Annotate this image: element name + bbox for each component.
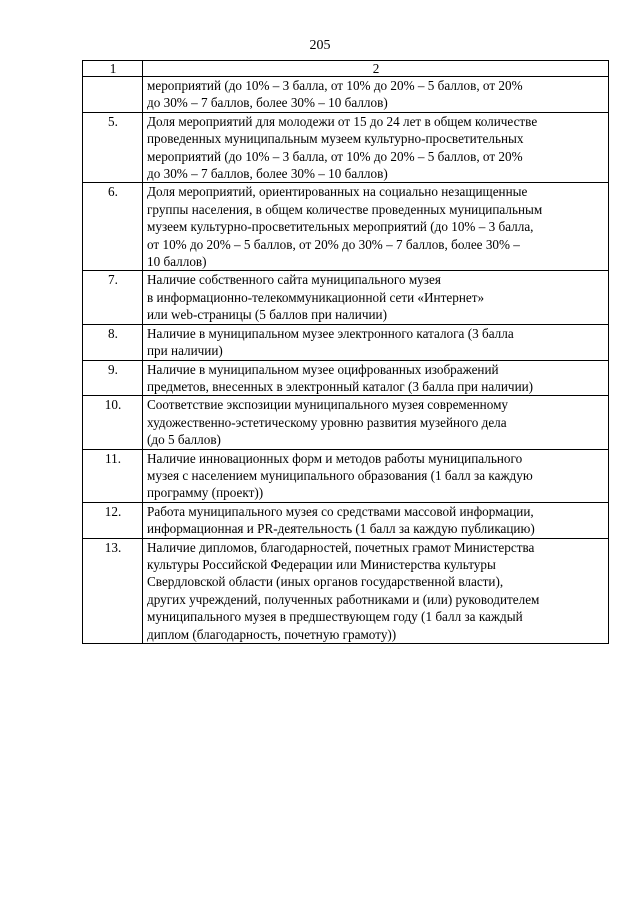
row-description	[143, 77, 609, 113]
description-line: или web-страницы (5 баллов при наличии)	[147, 307, 387, 323]
table-row	[83, 324, 609, 360]
description-line: мероприятий (до 10% – 3 балла, от 10% до 20% – 5 баллов, от 20%	[147, 148, 523, 164]
table-row	[83, 183, 609, 271]
row-description	[143, 324, 609, 360]
header-cell-description: 2	[143, 61, 609, 77]
description-line: Наличие собственного сайта муниципального музея	[147, 272, 441, 288]
description-line: от 10% до 20% – 5 баллов, от 20% до 30% – 7 баллов, более 30% –	[147, 236, 520, 252]
description-line: других учреждений, полученных работниками и (или) руководителем	[147, 591, 540, 607]
row-number: 10.	[83, 396, 143, 449]
row-number: 11.	[83, 449, 143, 502]
description-line: программу (проект))	[147, 485, 264, 501]
description-line: до 30% – 7 баллов, более 30% – 10 баллов)	[147, 95, 388, 111]
description-line: Доля мероприятий для молодежи от 15 до 24 лет в общем количестве	[147, 113, 538, 129]
row-number: 9.	[83, 360, 143, 396]
row-description	[143, 538, 609, 643]
description-line: при наличии)	[147, 343, 223, 359]
table-row	[83, 396, 609, 449]
row-description	[143, 183, 609, 271]
description-line: 10 баллов)	[147, 254, 207, 270]
description-line: музеем культурно-просветительных мероприятий (до 10% – 3 балла,	[147, 219, 534, 235]
description-line: мероприятий (до 10% – 3 балла, от 10% до 20% – 5 баллов, от 20%	[147, 78, 523, 93]
description-line: Наличие дипломов, благодарностей, почетных грамот Министерства	[147, 539, 535, 555]
table-row	[83, 502, 609, 538]
description-line: Работа муниципального музея со средствами массовой информации,	[147, 503, 534, 519]
table-row	[83, 360, 609, 396]
description-line: информационная и PR-деятельность (1 балл за каждую публикацию)	[147, 521, 535, 537]
description-line: Наличие в муниципальном музее оцифрованных изображений	[147, 361, 499, 377]
description-line: Свердловской области (иных органов государственной власти),	[147, 574, 504, 590]
row-description	[143, 449, 609, 502]
description-line: культуры Российской Федерации или Министерства культуры	[147, 556, 496, 572]
description-line: Наличие инновационных форм и методов работы муниципального	[147, 450, 523, 466]
row-number: 6.	[83, 183, 143, 271]
row-number	[83, 77, 143, 113]
row-description	[143, 502, 609, 538]
row-number: 7.	[83, 271, 143, 324]
table-row	[83, 538, 609, 643]
description-line: музея с населением муниципального образования (1 балл за каждую	[147, 467, 533, 483]
description-line: Соответствие экспозиции муниципального музея современному	[147, 397, 509, 413]
row-description	[143, 271, 609, 324]
row-number: 5.	[83, 112, 143, 183]
description-line: группы населения, в общем количестве проведенных муниципальным	[147, 201, 543, 217]
description-line: муниципального музея в предшествующем году (1 балл за каждый	[147, 609, 523, 625]
description-line: диплом (благодарность, почетную грамоту))	[147, 626, 397, 642]
row-number: 12.	[83, 502, 143, 538]
criteria-table	[82, 60, 609, 644]
description-line: художественно-эстетическому уровню развития музейного дела	[147, 414, 507, 430]
table-row	[83, 112, 609, 183]
row-number: 13.	[83, 538, 143, 643]
table-row	[83, 77, 609, 113]
row-description	[143, 112, 609, 183]
description-line: проведенных муниципальным музеем культурно-просветительных	[147, 131, 524, 147]
table-row	[83, 271, 609, 324]
header-cell-number: 1	[83, 61, 143, 77]
description-line: предметов, внесенных в электронный каталог (3 балла при наличии)	[147, 378, 534, 394]
description-line: в информационно-телекоммуникационной сети «Интернет»	[147, 289, 485, 305]
description-line: Наличие в муниципальном музее электронного каталога (3 балла	[147, 325, 514, 341]
row-number: 8.	[83, 324, 143, 360]
description-line: (до 5 баллов)	[147, 432, 221, 448]
page-number: 205	[309, 38, 331, 53]
row-description	[143, 360, 609, 396]
description-line: до 30% – 7 баллов, более 30% – 10 баллов)	[147, 166, 388, 182]
row-description	[143, 396, 609, 449]
description-line: Доля мероприятий, ориентированных на социально незащищенные	[147, 184, 528, 200]
table-header-row	[83, 61, 609, 77]
table-row	[83, 449, 609, 502]
